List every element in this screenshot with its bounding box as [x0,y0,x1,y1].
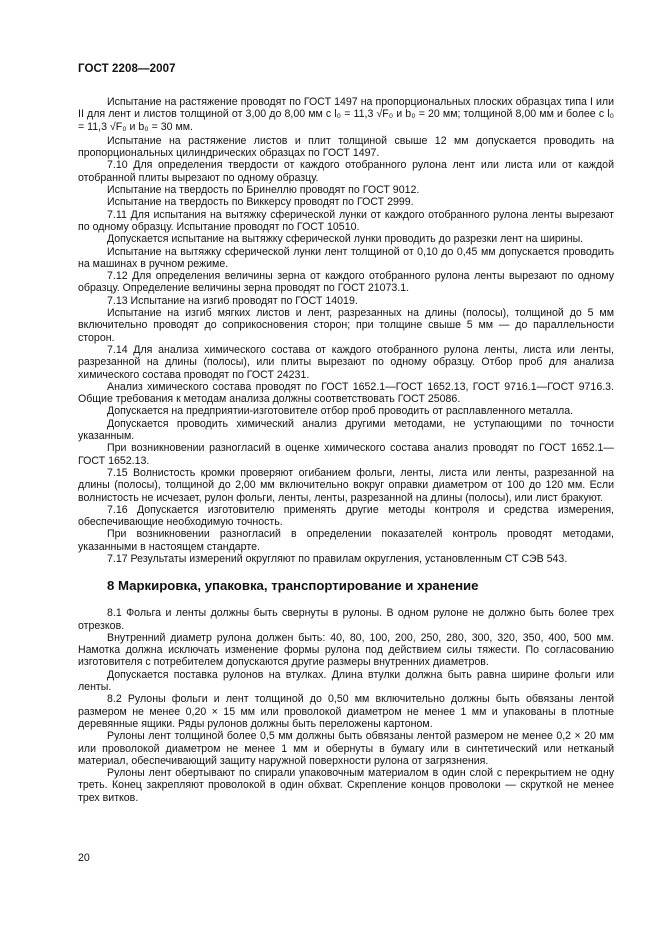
paragraph: 7.10 Для определения твердости от каждого отобранного рулона лент или листа или от каждой отобранной плиты вырезают по одному образцу. [78,159,614,184]
paragraph: 7.15 Волнистость кромки проверяют огибанием фольги, ленты, листа или ленты, разрезанной на длины (полосы), толщиной до 2,00 мм включительно вокруг оправки диаметром от 100 до 120 мм. Если волнистость не исчезает, рулон фольги, ленты, ленты, разрезанной на длины (полосы), или лист бракуют. [78,466,614,504]
paragraph: Внутренний диаметр рулона должен быть: 40, 80, 100, 200, 250, 280, 300, 320, 350, 400, 500 мм. Намотка должна исключать изменение формы рулона под действием силы тяжести. По согласованию изготовителя с потребителем допускаются другие размеры внутренних диаметров. [78,631,614,669]
paragraph: Испытание на изгиб мягких листов и лент, разрезанных на длины (полосы), толщиной до 5 мм включительно проводят до соприкосновения сторон; при толщине свыше 5 мм — до параллельности сторон. [78,307,614,344]
paragraph: Допускается проводить химический анализ другими методами, не уступающими по точности указанным. [78,417,614,443]
paragraph: 8.1 Фольга и ленты должны быть свернуты в рулоны. В одном рулоне не должно быть более трех отрезков. [78,607,614,632]
paragraph: Испытание на растяжение листов и плит толщиной свыше 12 мм допускается проводить на пропорциональных цилиндрических образцах по ГОСТ 1497. [78,134,614,160]
document-body [78,96,614,804]
paragraph: При возникновении разногласий в оценке химического состава анализ проводят по ГОСТ 1652.1—ГОСТ 1652.13. [78,442,614,467]
paragraph: Испытание на вытяжку сферической лунки лент толщиной от 0,10 до 0,45 мм допускается проводить на машинах в ручном режиме. [78,245,614,270]
paragraph: Испытание на твердость по Бринеллю проводят по ГОСТ 9012. [107,184,420,197]
paragraph: 8.2 Рулоны фольги и лент толщиной до 0,50 мм включительно должны быть обвязаны лентой размером не менее 0,20 × 15 мм или проволокой диаметром не менее 1 мм и упакованы в плотные деревянные ящики. Ряды рулонов должны быть переложены картоном. [78,693,614,730]
paragraph: 7.13 Испытание на изгиб проводят по ГОСТ 14019. [107,294,358,307]
paragraph: Испытание на растяжение проводят по ГОСТ 1497 на пропорциональных плоских образцах типа I или II для лент и листов толщиной от 3,00 до 8,00 мм с l₀ = 11,3 √F₀ и b₀ = 20 мм; толщиной 8,00 мм и более с l₀ = 11,3 √F₀ и b₀ = 30 мм. [78,96,614,133]
section-heading: 8 Маркировка, упаковка, транспортирование и хранение [107,578,479,594]
page-number: 20 [78,852,90,864]
paragraph: Рулоны лент обертывают по спирали упаковочным материалом в один слой с перекрытием не одну треть. Конец закрепляют проволокой в один обхват. Скрепление концов проволоки — скруткой не менее трех витков. [78,767,614,804]
paragraph: 7.16 Допускается изготовителю применять другие методы контроля и средства измерения, обеспечивающие необходимую точность. [78,503,614,529]
standard-header: ГОСТ 2208—2007 [78,63,176,75]
paragraph: Допускается на предприятии-изготовителе отбор проб проводить от расплавленного металла. [107,405,574,418]
paragraph: 7.12 Для определения величины зерна от каждого отобранного рулона ленты вырезают по одному образцу. Определение величины зерна проводят по ГОСТ 21073.1. [78,270,614,295]
paragraph: 7.14 Для анализа химического состава от каждого отобранного рулона ленты, листа или ленты, разрезанной на длины (полосы), или плиты вырезают по одному образцу. Отбор проб для анализа химического состава проводят по ГОСТ 24231. [78,343,614,381]
paragraph: Рулоны лент толщиной более 0,5 мм должны быть обвязаны лентой размером не менее 0,2 × 20 мм или проволокой диаметром не менее 1 мм и обернуты в бумагу или в синтетический или нетканый материал, обеспечивающий защиту наружной поверхности рулона от загрязнения. [78,730,614,767]
paragraph: Допускается испытание на вытяжку сферической лунки проводить до разрезки лент на ширины. [107,233,584,246]
paragraph: Анализ химического состава проводят по ГОСТ 1652.1—ГОСТ 1652.13, ГОСТ 9716.1—ГОСТ 9716.3. Общие требования к методам анализа должны соответствовать ГОСТ 25086. [78,380,614,406]
paragraph: Испытание на твердость по Виккерсу проводят по ГОСТ 2999. [107,196,414,209]
paragraph: Допускается поставка рулонов на втулках. Длина втулки должна быть равна ширине фольги или ленты. [78,668,614,694]
paragraph: 7.11 Для испытания на вытяжку сферической лунки от каждого отобранного рулона ленты вырезают по одному образцу. Испытание проводят по ГОСТ 10510. [78,208,614,233]
paragraph: 7.17 Результаты измерений округляют по правилам округления, установленным СТ СЭВ 543. [107,552,568,565]
paragraph: При возникновении разногласий в определении показателей контроль проводят методами, указанными в настоящем стандарте. [78,528,614,553]
